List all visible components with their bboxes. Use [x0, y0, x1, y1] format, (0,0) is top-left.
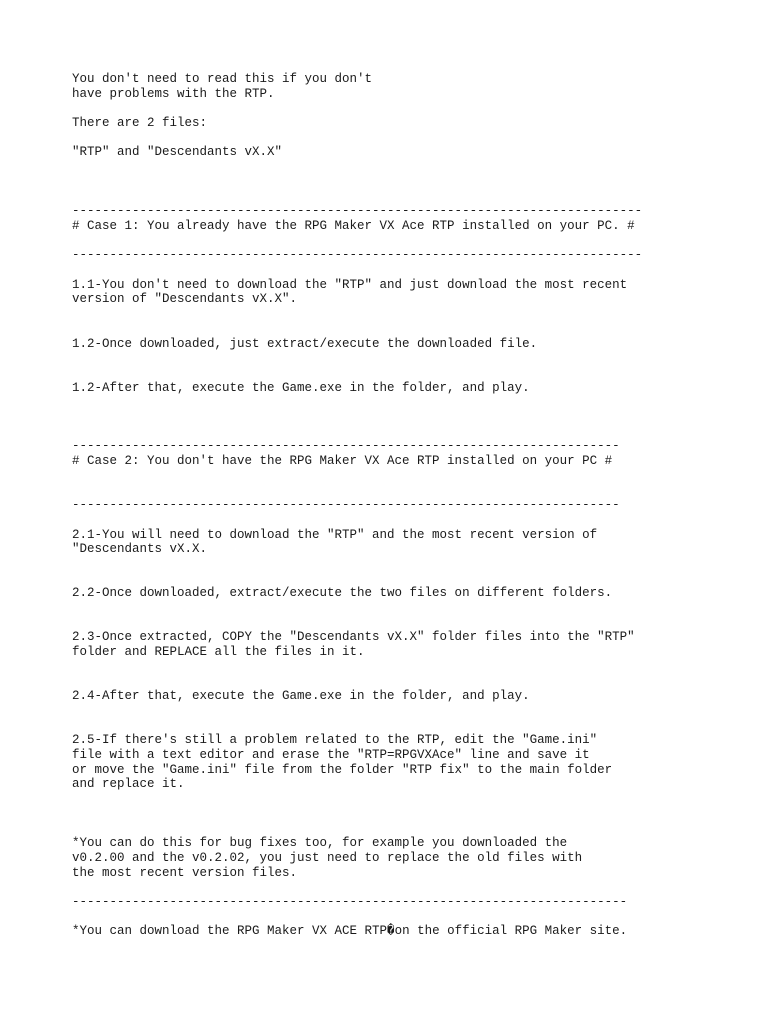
blank-line	[72, 410, 752, 425]
blank-line	[72, 483, 752, 498]
text-line: 1.1-You don't need to download the "RTP" and just download the most recent	[72, 277, 628, 292]
blank-line	[72, 395, 752, 410]
divider-line: ----------------------------------------------------------------------------	[72, 248, 643, 263]
text-line: version of "Descendants vX.X".	[72, 292, 298, 307]
text-line: folder and REPLACE all the files in it.	[72, 645, 365, 660]
section-heading: # Case 1: You already have the RPG Maker VX Ace RTP installed on your PC. #	[72, 218, 635, 233]
blank-line	[72, 234, 752, 249]
blank-line	[72, 175, 752, 190]
text-line: 2.5-If there's still a problem related to the RTP, edit the "Game.ini"	[72, 733, 598, 748]
blank-line	[72, 660, 752, 675]
blank-line	[72, 616, 752, 631]
blank-line	[72, 190, 752, 205]
text-line: 2.2-Once downloaded, extract/execute the two files on different folders.	[72, 586, 613, 601]
text-line: the most recent version files.	[72, 865, 298, 880]
text-line: file with a text editor and erase the "RTP=RPGVXAce" line and save it	[72, 747, 590, 762]
blank-line	[72, 821, 752, 836]
blank-line	[72, 131, 752, 146]
blank-line	[72, 674, 752, 689]
blank-line	[72, 807, 752, 822]
text-line: v0.2.00 and the v0.2.02, you just need to replace the old files with	[72, 850, 583, 865]
blank-line	[72, 572, 752, 587]
divider-line: -------------------------------------------------------------------------	[72, 498, 620, 513]
blank-line	[72, 910, 752, 925]
document-body	[72, 72, 752, 939]
text-line: "Descendants vX.X.	[72, 542, 208, 557]
divider-line: ----------------------------------------------------------------------------	[72, 204, 643, 219]
text-line: *You can download the RPG Maker VX ACE RTP�on the official RPG Maker site.	[72, 924, 628, 939]
text-line: 1.2-After that, execute the Game.exe in the folder, and play.	[72, 380, 530, 395]
text-line: *You can do this for bug fixes too, for example you downloaded the	[72, 836, 568, 851]
blank-line	[72, 101, 752, 116]
text-line: There are 2 files:	[72, 116, 208, 131]
divider-line: --------------------------------------------------------------------------	[72, 894, 628, 909]
divider-line: -------------------------------------------------------------------------	[72, 439, 620, 454]
blank-line	[72, 719, 752, 734]
text-line: and replace it.	[72, 777, 185, 792]
blank-line	[72, 307, 752, 322]
blank-line	[72, 425, 752, 440]
text-line: or move the "Game.ini" file from the folder "RTP fix" to the main folder	[72, 762, 613, 777]
blank-line	[72, 704, 752, 719]
blank-line	[72, 601, 752, 616]
text-line: have problems with the RTP.	[72, 86, 275, 101]
blank-line	[72, 880, 752, 895]
blank-line	[72, 351, 752, 366]
text-line: 1.2-Once downloaded, just extract/execute the downloaded file.	[72, 336, 538, 351]
blank-line	[72, 792, 752, 807]
text-line: "RTP" and "Descendants vX.X"	[72, 145, 283, 160]
text-line: 2.4-After that, execute the Game.exe in the folder, and play.	[72, 689, 530, 704]
blank-line	[72, 322, 752, 337]
blank-line	[72, 513, 752, 528]
text-line: You don't need to read this if you don't	[72, 72, 373, 86]
text-line: 2.3-Once extracted, COPY the "Descendants vX.X" folder files into the "RTP"	[72, 630, 635, 645]
blank-line	[72, 557, 752, 572]
text-line: 2.1-You will need to download the "RTP" and the most recent version of	[72, 527, 598, 542]
blank-line	[72, 366, 752, 381]
blank-line	[72, 469, 752, 484]
blank-line	[72, 263, 752, 278]
section-heading: # Case 2: You don't have the RPG Maker VX Ace RTP installed on your PC #	[72, 454, 613, 469]
blank-line	[72, 160, 752, 175]
